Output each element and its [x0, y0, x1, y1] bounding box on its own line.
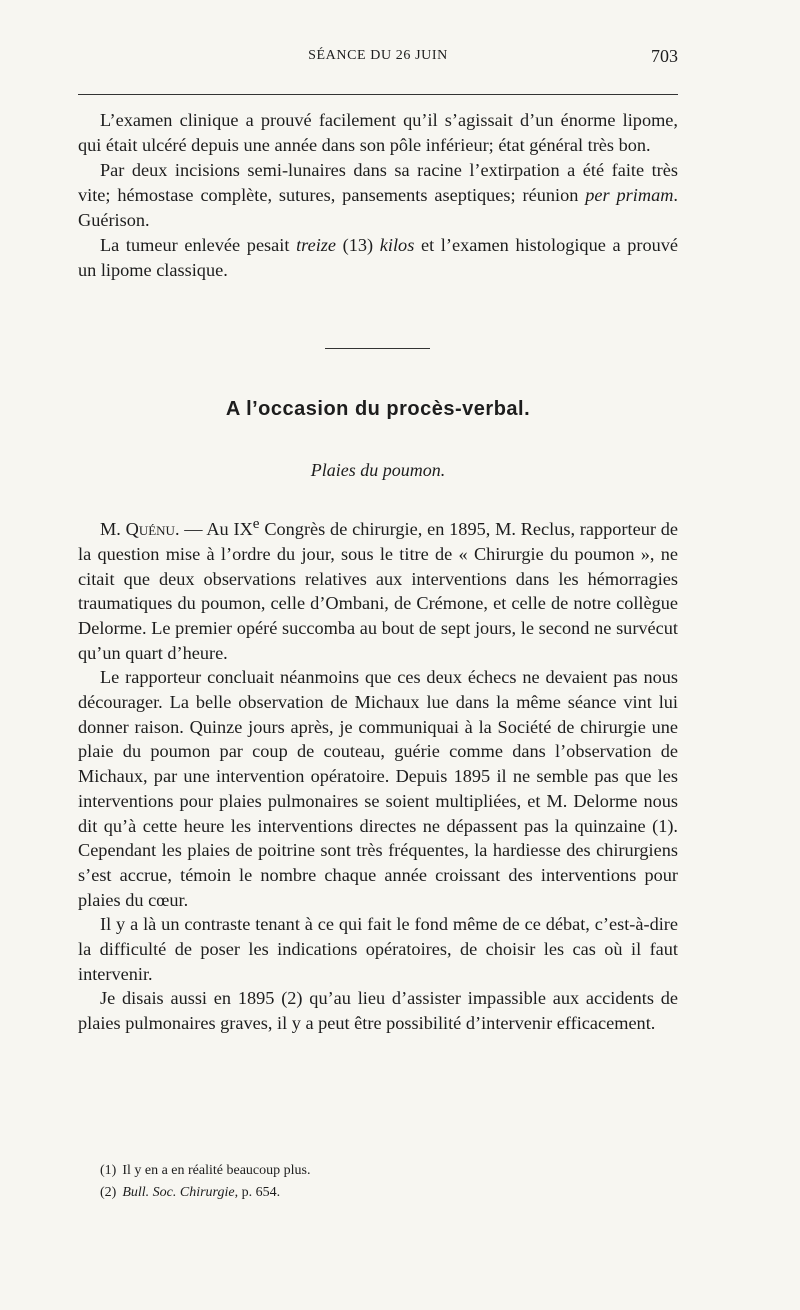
footnotes — [100, 1160, 660, 1204]
section-separator — [325, 348, 430, 349]
intro-paragraph-3 — [78, 233, 678, 283]
footnote-italic: Bull. Soc. Chirurgie — [122, 1185, 235, 1200]
page-number: 703 — [651, 46, 678, 66]
intro-text — [78, 108, 678, 283]
text-run: Par deux incisions semi-lunaires dans sa racine l’extirpation a été faite très vite; hémostase complète, sutures, pansements aseptiques; réunion — [78, 160, 678, 205]
superscript: e — [252, 515, 260, 532]
running-head: SÉANCE DU 26 JUIN — [308, 48, 448, 63]
text-run: (13) — [336, 235, 380, 255]
main-paragraph-4: Je disais aussi en 1895 (2) qu’au lieu d’assister impassible aux accidents de plaies pulmonaires graves, il y a peut être possibilité d’intervenir efficacement. — [78, 988, 678, 1034]
main-text — [78, 512, 678, 1036]
section-subtitle: Plaies du poumon. — [310, 460, 446, 480]
main-paragraph-1 — [78, 512, 678, 665]
speaker-name: Quénu — [125, 519, 175, 540]
text-run: et l’examen histologique a prouvé un lipome classique. — [78, 235, 678, 280]
footnote-text: Il y en a en réalité beaucoup plus. — [122, 1163, 311, 1178]
text-run: Congrès de chirurgie, en 1895, M. Reclus, rapporteur de la question mise à l’ordre du jour, sous le titre de « Chirurgie du poumon », ne citait que deux observations relatives aux interventions dans les hémorragies traumatiques du poumon, celle d’Ombani, de Crémone, et celle de notre collègue Delorme. Le premier opéré succomba au bout de sept jours, le second ne survécut qu’un quart d’heure. — [78, 519, 678, 663]
text-run: . — Au IX — [174, 519, 253, 540]
page-header — [78, 48, 678, 72]
footnote-marker: (1) — [100, 1163, 117, 1178]
italic-run: per primam — [585, 185, 674, 205]
footnote-2 — [100, 1182, 660, 1204]
italic-run: kilos — [379, 235, 415, 255]
section-title: A l’occasion du procès-verbal. — [225, 398, 531, 420]
intro-paragraph-2 — [78, 158, 678, 233]
footnote-marker: (2) — [100, 1185, 117, 1200]
footnote-text: , p. 654. — [234, 1185, 281, 1200]
main-paragraph-3: Il y a là un contraste tenant à ce qui fait le fond même de ce débat, c’est-à-dire la difficulté de poser les indications opératoires, de choisir les cas où il faut intervenir. — [78, 914, 678, 984]
main-paragraph-2: Le rapporteur concluait néanmoins que ces deux échecs ne devaient pas nous décourager. La belle observation de Michaux lue dans la même séance vint lui donner raison. Quinze jours après, je communiquai à la Société de chirurgie une plaie du poumon par coup de couteau, guérie comme dans l’observation de Michaux, par une intervention opératoire. Depuis 1895 il ne semble pas que les interventions pour plaies pulmonaires se soient multipliées, et M. Delorme nous dit qu’à cette heure les interventions directes ne dépassent pas la quinzaine (1). Cependant les plaies de poitrine sont très fréquentes, la hardiesse des chirurgiens s’est accrue, témoin le nombre chaque année croissant des interventions pour plaies du cœur. — [78, 667, 678, 910]
text-run: . Guérison. — [78, 185, 678, 230]
header-rule — [78, 94, 678, 95]
italic-run: treize — [296, 235, 337, 255]
intro-paragraph-1: L’examen clinique a prouvé facilement qu’il s’agissait d’un énorme lipome, qui était ulcéré depuis une année dans son pôle inférieur; état général très bon. — [78, 110, 678, 155]
text-run: La tumeur enlevée pesait — [100, 235, 297, 255]
footnote-1 — [100, 1160, 660, 1182]
text-run: M. — [100, 519, 126, 540]
